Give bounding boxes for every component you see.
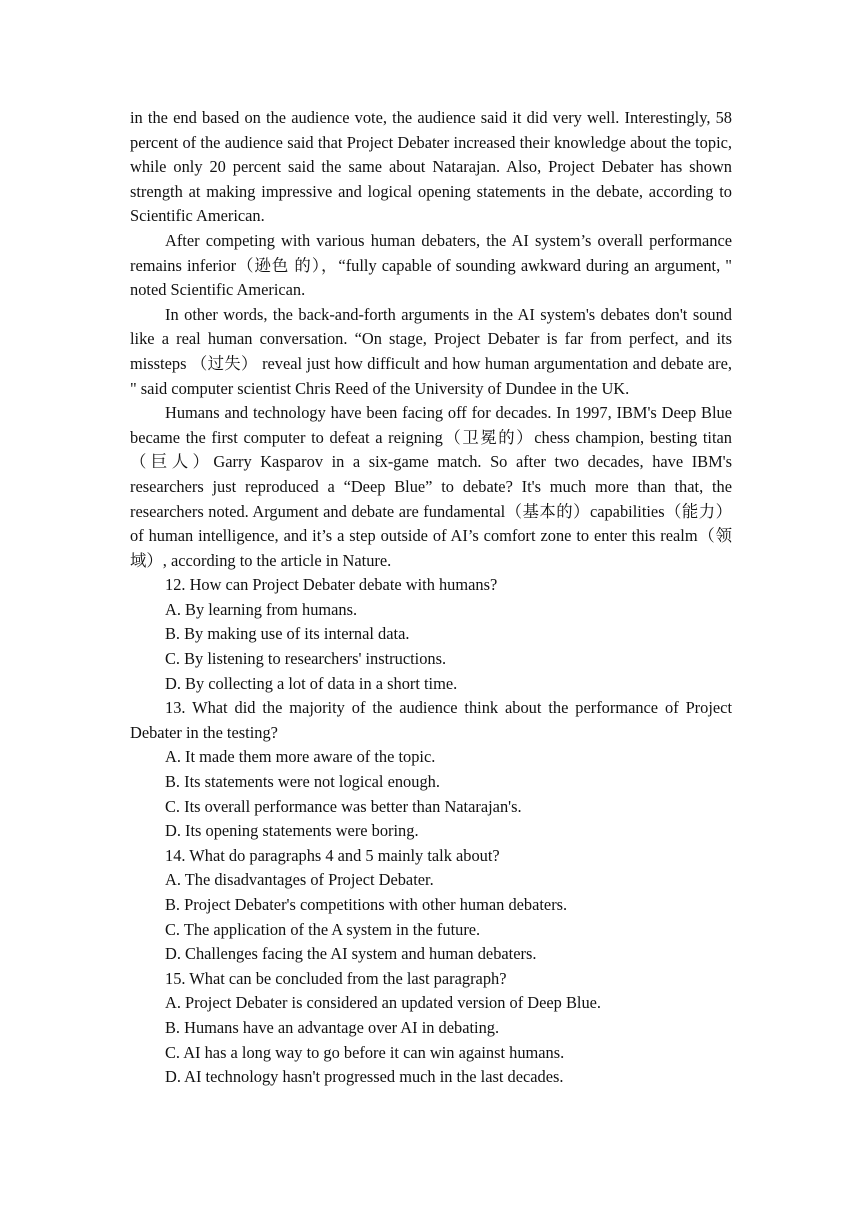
option-a: A. The disadvantages of Project Debater. bbox=[165, 870, 434, 890]
document-page bbox=[130, 106, 732, 1090]
option-b: B. Its statements were not logical enough. bbox=[165, 772, 440, 792]
option-c: C. AI has a long way to go before it can win against humans. bbox=[165, 1042, 565, 1062]
option-b: B. Humans have an advantage over AI in debating. bbox=[165, 1017, 500, 1037]
option-c: C. By listening to researchers' instructions. bbox=[165, 649, 447, 669]
option-b: B. By making use of its internal data. bbox=[165, 624, 410, 644]
option-a: A. By learning from humans. bbox=[165, 599, 358, 619]
passage-paragraph-4: Humans and technology have been facing off for decades. In 1997, IBM's Deep Blue became the first computer to defeat a reigning（卫冕的）chess champion, besting titan （巨人）Garry Kasparov in a six-game match. So after two decades, have IBM's researchers just reproduced a “Deep Blue” to debate? It's much more than that, the researchers noted. Argument and debate are fundamental（基本的）capabilities（能力） of human intelligence, and it’s a step outside of AI’s comfort zone to enter this realm（领域）, according to the article in Nature. bbox=[130, 403, 732, 570]
question-stem: 14. What do paragraphs 4 and 5 mainly talk about? bbox=[165, 845, 500, 865]
question-15 bbox=[130, 967, 732, 1090]
question-13 bbox=[130, 696, 732, 844]
passage-paragraph-2: After competing with various human debaters, the AI system’s overall performance remains inferior（逊色 的），“fully capable of sounding awkward during an argument, " noted Scientific American. bbox=[130, 230, 732, 300]
option-d: D. By collecting a lot of data in a short time. bbox=[165, 673, 458, 693]
option-a: A. It made them more aware of the topic. bbox=[165, 747, 436, 767]
option-c: C. Its overall performance was better than Natarajan's. bbox=[165, 796, 522, 816]
option-d: D. Challenges facing the AI system and human debaters. bbox=[165, 944, 537, 964]
option-d: D. AI technology hasn't progressed much in the last decades. bbox=[165, 1067, 564, 1087]
question-stem: 12. How can Project Debater debate with humans? bbox=[165, 575, 498, 595]
option-c: C. The application of the A system in the future. bbox=[165, 919, 481, 939]
passage-paragraph-1: in the end based on the audience vote, the audience said it did very well. Interestingly, 58 percent of the audience said that Project Debater increased their knowledge about the topic, while only 20 percent said the same about Natarajan. Also, Project Debater has shown strength at making impressive and logical opening statements in the debate, according to Scientific American. bbox=[130, 108, 732, 226]
question-stem: 13. What did the majority of the audience think about the performance of Project Debater in the testing? bbox=[130, 698, 732, 742]
option-b: B. Project Debater's competitions with other human debaters. bbox=[165, 895, 568, 914]
question-14 bbox=[130, 844, 732, 967]
question-stem: 15. What can be concluded from the last paragraph? bbox=[165, 968, 507, 988]
question-12 bbox=[130, 573, 732, 696]
passage-paragraph-3: In other words, the back-and-forth arguments in the AI system's debates don't sound like a real human conversation. “On stage, Project Debater is far from perfect, and its missteps （过失） reveal just how difficult and how human argumentation and debate are, " said computer scientist Chris Reed of the University of Dundee in the UK. bbox=[130, 304, 732, 398]
option-a: A. Project Debater is considered an updated version of Deep Blue. bbox=[165, 993, 602, 1013]
option-d: D. Its opening statements were boring. bbox=[165, 821, 419, 841]
